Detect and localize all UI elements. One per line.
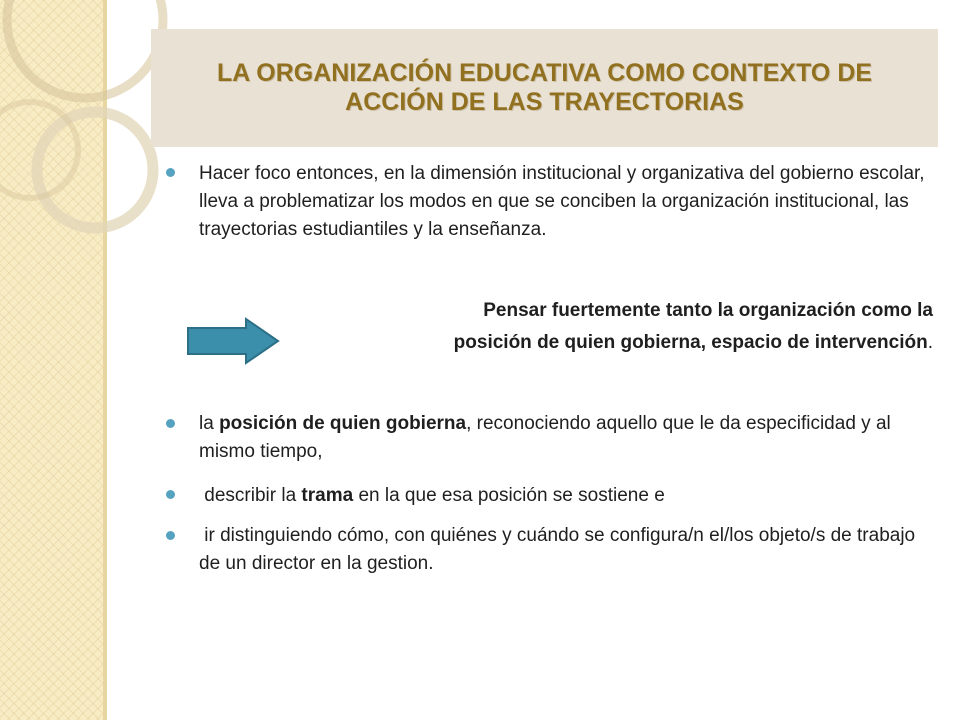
deco-ring-large [7, 0, 163, 98]
title-box [151, 29, 938, 147]
bullet2-bold: posición de quien gobierna [219, 413, 467, 434]
bullet-text-1: Hacer foco entonces, en la dimensión institucional y organizativa del gobierno escolar, lleva a problematizar los modos en que se conciben la organización institucional, las trayectorias estudiantiles y la enseñanza. [199, 163, 925, 240]
bullet3-suffix: en la que esa posición se sostiene e [353, 485, 665, 506]
bullet-dot-icon [166, 168, 175, 177]
deco-ring-medium [37, 112, 153, 228]
emphasis-line-2 [268, 329, 933, 357]
bullet2-suffix: , reconociendo aquello que le da especificidad y al mismo tiempo, [199, 413, 891, 462]
bullet-text-2 [199, 410, 929, 466]
bullet-text-3 [199, 482, 929, 510]
emphasis-period: . [927, 332, 933, 353]
bullet-dot-icon [166, 531, 175, 540]
slide-title: LA ORGANIZACIÓN EDUCATIVA COMO CONTEXTO DE ACCIÓN DE LAS TRAYECTORIAS [216, 59, 873, 116]
bullet-text-4: ir distinguiendo cómo, con quiénes y cuándo se configura/n el/los objeto/s de trabajo de un director en la gestion. [199, 525, 921, 574]
emphasis-bold: posición de quien gobierna, espacio de intervención [453, 332, 928, 353]
bullet-dot-icon [166, 419, 175, 428]
bullet-dot-icon [166, 490, 175, 499]
emphasis-line-1: Pensar fuertemente tanto la organización como la [483, 300, 933, 321]
bullet3-prefix: describir la [199, 485, 302, 506]
bullet3-bold: trama [301, 485, 354, 506]
bullet2-prefix: la [199, 413, 220, 434]
